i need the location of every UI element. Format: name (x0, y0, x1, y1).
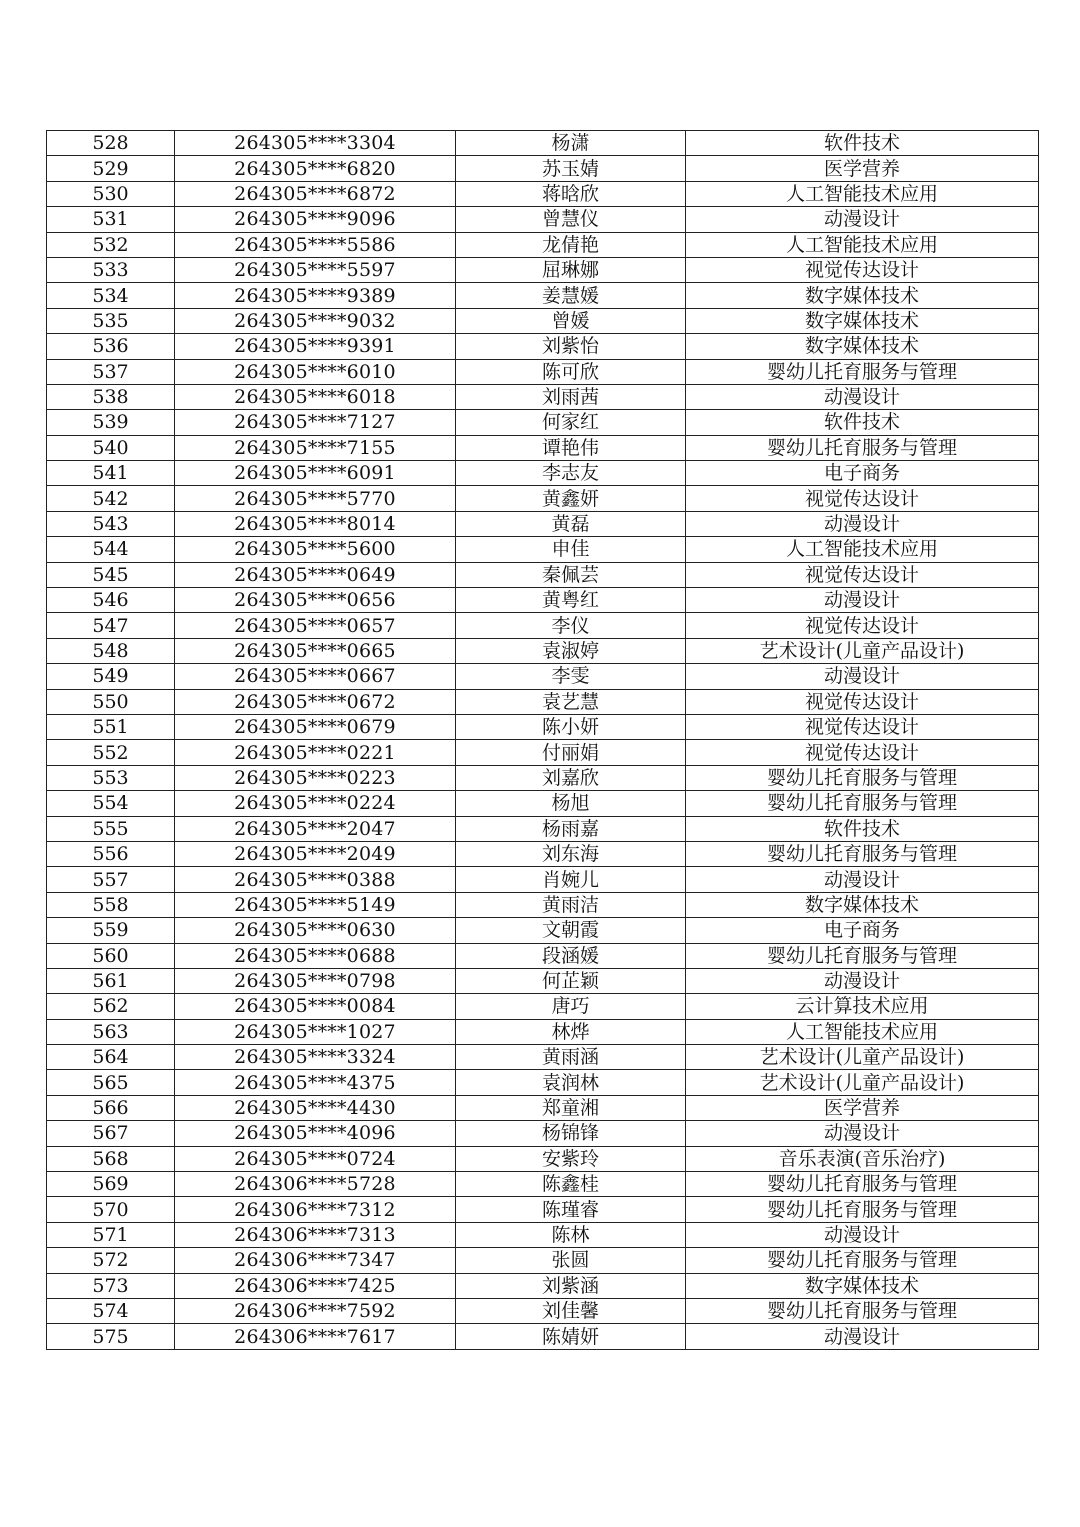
row-number-cell: 574 (47, 1298, 175, 1323)
id-number-cell: 264305****0724 (175, 1146, 456, 1171)
row-number-cell: 535 (47, 308, 175, 333)
major-cell: 人工智能技术应用 (686, 181, 1039, 206)
id-number-cell: 264305****5600 (175, 537, 456, 562)
table-row (47, 232, 1039, 257)
major-cell: 婴幼儿托育服务与管理 (686, 435, 1039, 460)
table-row (47, 791, 1039, 816)
table-row (47, 334, 1039, 359)
student-name-cell: 袁艺慧 (456, 689, 686, 714)
student-name-cell: 陈鑫桂 (456, 1172, 686, 1197)
major-cell: 视觉传达设计 (686, 257, 1039, 282)
id-number-cell: 264305****6010 (175, 359, 456, 384)
row-number-cell: 538 (47, 384, 175, 409)
student-name-cell: 李仪 (456, 613, 686, 638)
table-row (47, 562, 1039, 587)
id-number-cell: 264305****9391 (175, 334, 456, 359)
row-number-cell: 542 (47, 486, 175, 511)
student-name-cell: 陈林 (456, 1222, 686, 1247)
student-name-cell: 刘紫涵 (456, 1273, 686, 1298)
id-number-cell: 264305****7127 (175, 410, 456, 435)
major-cell: 音乐表演(音乐治疗) (686, 1146, 1039, 1171)
major-cell: 数字媒体技术 (686, 334, 1039, 359)
row-number-cell: 533 (47, 257, 175, 282)
student-name-cell: 黄磊 (456, 511, 686, 536)
row-number-cell: 568 (47, 1146, 175, 1171)
student-name-cell: 袁润林 (456, 1070, 686, 1095)
id-number-cell: 264305****0665 (175, 638, 456, 663)
table-row (47, 537, 1039, 562)
student-name-cell: 段涵媛 (456, 943, 686, 968)
student-name-cell: 付丽娟 (456, 740, 686, 765)
table-row (47, 841, 1039, 866)
table-row (47, 816, 1039, 841)
id-number-cell: 264305****6820 (175, 156, 456, 181)
id-number-cell: 264306****7617 (175, 1324, 456, 1349)
row-number-cell: 563 (47, 1019, 175, 1044)
major-cell: 婴幼儿托育服务与管理 (686, 1298, 1039, 1323)
table-row (47, 257, 1039, 282)
table-row (47, 613, 1039, 638)
id-number-cell: 264305****6872 (175, 181, 456, 206)
row-number-cell: 555 (47, 816, 175, 841)
major-cell: 动漫设计 (686, 511, 1039, 536)
id-number-cell: 264306****7312 (175, 1197, 456, 1222)
table-row (47, 765, 1039, 790)
row-number-cell: 558 (47, 892, 175, 917)
student-name-cell: 申佳 (456, 537, 686, 562)
student-name-cell: 黄鑫妍 (456, 486, 686, 511)
id-number-cell: 264305****5149 (175, 892, 456, 917)
table-row (47, 1197, 1039, 1222)
table-row (47, 181, 1039, 206)
row-number-cell: 536 (47, 334, 175, 359)
student-name-cell: 李雯 (456, 664, 686, 689)
id-number-cell: 264305****5770 (175, 486, 456, 511)
student-name-cell: 李志友 (456, 461, 686, 486)
major-cell: 动漫设计 (686, 867, 1039, 892)
major-cell: 数字媒体技术 (686, 283, 1039, 308)
student-name-cell: 文朝霞 (456, 918, 686, 943)
major-cell: 软件技术 (686, 131, 1039, 156)
major-cell: 数字媒体技术 (686, 892, 1039, 917)
student-name-cell: 陈瑾睿 (456, 1197, 686, 1222)
id-number-cell: 264305****4430 (175, 1095, 456, 1120)
row-number-cell: 567 (47, 1121, 175, 1146)
row-number-cell: 546 (47, 588, 175, 613)
id-number-cell: 264305****2049 (175, 841, 456, 866)
row-number-cell: 547 (47, 613, 175, 638)
student-name-cell: 肖婉儿 (456, 867, 686, 892)
row-number-cell: 566 (47, 1095, 175, 1120)
table-row (47, 867, 1039, 892)
student-name-cell: 黄雨洁 (456, 892, 686, 917)
table-row (47, 308, 1039, 333)
student-name-cell: 蒋晗欣 (456, 181, 686, 206)
id-number-cell: 264305****0672 (175, 689, 456, 714)
table-row (47, 714, 1039, 739)
student-name-cell: 秦佩芸 (456, 562, 686, 587)
id-number-cell: 264306****5728 (175, 1172, 456, 1197)
id-number-cell: 264305****9096 (175, 207, 456, 232)
table-row (47, 1273, 1039, 1298)
major-cell: 婴幼儿托育服务与管理 (686, 1172, 1039, 1197)
row-number-cell: 537 (47, 359, 175, 384)
student-name-cell: 陈婧妍 (456, 1324, 686, 1349)
id-number-cell: 264305****0656 (175, 588, 456, 613)
major-cell: 动漫设计 (686, 968, 1039, 993)
id-number-cell: 264305****0223 (175, 765, 456, 790)
table-row (47, 994, 1039, 1019)
major-cell: 动漫设计 (686, 1222, 1039, 1247)
student-name-cell: 刘雨茜 (456, 384, 686, 409)
table-row (47, 410, 1039, 435)
table-row (47, 1095, 1039, 1120)
major-cell: 云计算技术应用 (686, 994, 1039, 1019)
row-number-cell: 539 (47, 410, 175, 435)
row-number-cell: 545 (47, 562, 175, 587)
row-number-cell: 564 (47, 1045, 175, 1070)
row-number-cell: 531 (47, 207, 175, 232)
student-name-cell: 曾媛 (456, 308, 686, 333)
table-row (47, 968, 1039, 993)
student-name-cell: 郑童湘 (456, 1095, 686, 1120)
table-row (47, 486, 1039, 511)
major-cell: 艺术设计(儿童产品设计) (686, 638, 1039, 663)
row-number-cell: 551 (47, 714, 175, 739)
roster-table-body (47, 131, 1039, 1350)
table-row (47, 1222, 1039, 1247)
table-row (47, 918, 1039, 943)
major-cell: 婴幼儿托育服务与管理 (686, 765, 1039, 790)
row-number-cell: 532 (47, 232, 175, 257)
table-row (47, 1121, 1039, 1146)
student-name-cell: 杨雨嘉 (456, 816, 686, 841)
id-number-cell: 264305****7155 (175, 435, 456, 460)
table-row (47, 892, 1039, 917)
roster-table (46, 130, 1039, 1350)
student-name-cell: 何芷颖 (456, 968, 686, 993)
id-number-cell: 264305****9032 (175, 308, 456, 333)
id-number-cell: 264305****4375 (175, 1070, 456, 1095)
table-row (47, 1298, 1039, 1323)
id-number-cell: 264306****7313 (175, 1222, 456, 1247)
id-number-cell: 264305****0667 (175, 664, 456, 689)
row-number-cell: 575 (47, 1324, 175, 1349)
row-number-cell: 548 (47, 638, 175, 663)
table-row (47, 588, 1039, 613)
id-number-cell: 264305****0630 (175, 918, 456, 943)
id-number-cell: 264305****4096 (175, 1121, 456, 1146)
id-number-cell: 264305****0657 (175, 613, 456, 638)
table-row (47, 511, 1039, 536)
table-row (47, 461, 1039, 486)
major-cell: 数字媒体技术 (686, 308, 1039, 333)
row-number-cell: 571 (47, 1222, 175, 1247)
table-row (47, 1070, 1039, 1095)
id-number-cell: 264305****6018 (175, 384, 456, 409)
major-cell: 软件技术 (686, 816, 1039, 841)
student-name-cell: 屈琳娜 (456, 257, 686, 282)
major-cell: 电子商务 (686, 461, 1039, 486)
table-row (47, 283, 1039, 308)
major-cell: 视觉传达设计 (686, 714, 1039, 739)
row-number-cell: 529 (47, 156, 175, 181)
id-number-cell: 264305****3324 (175, 1045, 456, 1070)
row-number-cell: 544 (47, 537, 175, 562)
major-cell: 动漫设计 (686, 588, 1039, 613)
student-name-cell: 杨潇 (456, 131, 686, 156)
student-name-cell: 张圆 (456, 1248, 686, 1273)
major-cell: 人工智能技术应用 (686, 232, 1039, 257)
major-cell: 医学营养 (686, 156, 1039, 181)
row-number-cell: 565 (47, 1070, 175, 1095)
table-row (47, 384, 1039, 409)
table-row (47, 943, 1039, 968)
major-cell: 婴幼儿托育服务与管理 (686, 943, 1039, 968)
major-cell: 婴幼儿托育服务与管理 (686, 1248, 1039, 1273)
student-name-cell: 陈小妍 (456, 714, 686, 739)
row-number-cell: 560 (47, 943, 175, 968)
row-number-cell: 569 (47, 1172, 175, 1197)
table-row (47, 1045, 1039, 1070)
major-cell: 视觉传达设计 (686, 740, 1039, 765)
student-name-cell: 何家红 (456, 410, 686, 435)
table-row (47, 664, 1039, 689)
student-name-cell: 刘嘉欣 (456, 765, 686, 790)
major-cell: 视觉传达设计 (686, 689, 1039, 714)
row-number-cell: 530 (47, 181, 175, 206)
major-cell: 数字媒体技术 (686, 1273, 1039, 1298)
row-number-cell: 552 (47, 740, 175, 765)
student-name-cell: 苏玉婧 (456, 156, 686, 181)
major-cell: 医学营养 (686, 1095, 1039, 1120)
major-cell: 婴幼儿托育服务与管理 (686, 1197, 1039, 1222)
table-row (47, 1019, 1039, 1044)
major-cell: 电子商务 (686, 918, 1039, 943)
major-cell: 艺术设计(儿童产品设计) (686, 1070, 1039, 1095)
major-cell: 动漫设计 (686, 1324, 1039, 1349)
student-name-cell: 曾慧仪 (456, 207, 686, 232)
id-number-cell: 264305****0798 (175, 968, 456, 993)
major-cell: 艺术设计(儿童产品设计) (686, 1045, 1039, 1070)
row-number-cell: 550 (47, 689, 175, 714)
id-number-cell: 264305****3304 (175, 131, 456, 156)
table-row (47, 638, 1039, 663)
row-number-cell: 572 (47, 1248, 175, 1273)
table-row (47, 1248, 1039, 1273)
table-row (47, 359, 1039, 384)
row-number-cell: 557 (47, 867, 175, 892)
major-cell: 婴幼儿托育服务与管理 (686, 841, 1039, 866)
major-cell: 动漫设计 (686, 664, 1039, 689)
table-row (47, 207, 1039, 232)
row-number-cell: 528 (47, 131, 175, 156)
id-number-cell: 264305****0688 (175, 943, 456, 968)
row-number-cell: 543 (47, 511, 175, 536)
student-name-cell: 黄粤红 (456, 588, 686, 613)
row-number-cell: 534 (47, 283, 175, 308)
major-cell: 动漫设计 (686, 207, 1039, 232)
major-cell: 人工智能技术应用 (686, 537, 1039, 562)
table-row (47, 1146, 1039, 1171)
major-cell: 婴幼儿托育服务与管理 (686, 791, 1039, 816)
student-name-cell: 杨旭 (456, 791, 686, 816)
major-cell: 动漫设计 (686, 384, 1039, 409)
student-name-cell: 黄雨涵 (456, 1045, 686, 1070)
student-name-cell: 刘紫怡 (456, 334, 686, 359)
table-row (47, 1172, 1039, 1197)
id-number-cell: 264305****0649 (175, 562, 456, 587)
id-number-cell: 264305****5597 (175, 257, 456, 282)
student-name-cell: 刘东海 (456, 841, 686, 866)
row-number-cell: 553 (47, 765, 175, 790)
student-name-cell: 龙倩艳 (456, 232, 686, 257)
major-cell: 视觉传达设计 (686, 486, 1039, 511)
row-number-cell: 556 (47, 841, 175, 866)
row-number-cell: 540 (47, 435, 175, 460)
row-number-cell: 570 (47, 1197, 175, 1222)
major-cell: 视觉传达设计 (686, 613, 1039, 638)
id-number-cell: 264305****6091 (175, 461, 456, 486)
id-number-cell: 264305****5586 (175, 232, 456, 257)
student-name-cell: 杨锦锋 (456, 1121, 686, 1146)
student-name-cell: 林烨 (456, 1019, 686, 1044)
row-number-cell: 541 (47, 461, 175, 486)
id-number-cell: 264306****7592 (175, 1298, 456, 1323)
student-name-cell: 谭艳伟 (456, 435, 686, 460)
id-number-cell: 264305****0388 (175, 867, 456, 892)
table-row (47, 435, 1039, 460)
id-number-cell: 264305****2047 (175, 816, 456, 841)
row-number-cell: 549 (47, 664, 175, 689)
id-number-cell: 264305****0224 (175, 791, 456, 816)
id-number-cell: 264305****0084 (175, 994, 456, 1019)
row-number-cell: 562 (47, 994, 175, 1019)
id-number-cell: 264305****0221 (175, 740, 456, 765)
major-cell: 软件技术 (686, 410, 1039, 435)
row-number-cell: 559 (47, 918, 175, 943)
id-number-cell: 264305****0679 (175, 714, 456, 739)
row-number-cell: 573 (47, 1273, 175, 1298)
id-number-cell: 264305****1027 (175, 1019, 456, 1044)
id-number-cell: 264306****7347 (175, 1248, 456, 1273)
row-number-cell: 554 (47, 791, 175, 816)
major-cell: 婴幼儿托育服务与管理 (686, 359, 1039, 384)
table-row (47, 156, 1039, 181)
student-name-cell: 姜慧媛 (456, 283, 686, 308)
table-row (47, 131, 1039, 156)
major-cell: 人工智能技术应用 (686, 1019, 1039, 1044)
major-cell: 视觉传达设计 (686, 562, 1039, 587)
table-row (47, 740, 1039, 765)
id-number-cell: 264305****9389 (175, 283, 456, 308)
student-name-cell: 唐巧 (456, 994, 686, 1019)
id-number-cell: 264306****7425 (175, 1273, 456, 1298)
row-number-cell: 561 (47, 968, 175, 993)
id-number-cell: 264305****8014 (175, 511, 456, 536)
major-cell: 动漫设计 (686, 1121, 1039, 1146)
student-name-cell: 刘佳馨 (456, 1298, 686, 1323)
student-name-cell: 安紫玲 (456, 1146, 686, 1171)
student-name-cell: 袁淑婷 (456, 638, 686, 663)
table-row (47, 1324, 1039, 1349)
table-row (47, 689, 1039, 714)
student-name-cell: 陈可欣 (456, 359, 686, 384)
